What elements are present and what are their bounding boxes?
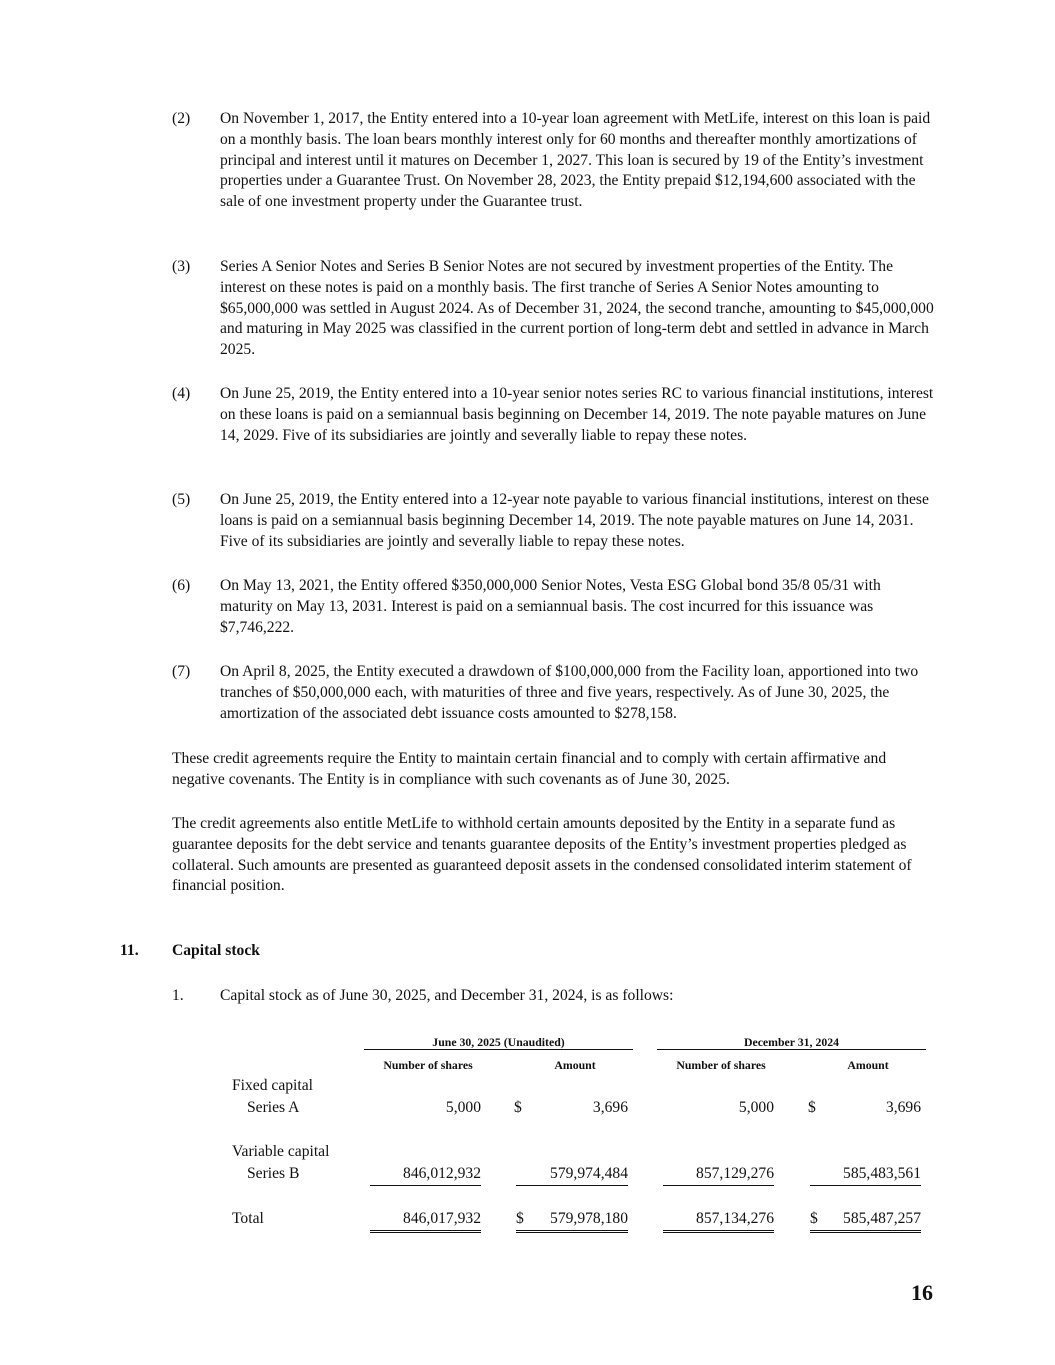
note-text: On May 13, 2021, the Entity offered $350,000,000 Senior Notes, Vesta ESG Global bond 35/8 05/31 with maturity on May 13, 2031. Interest is paid on a semiannual basis. The cost incurred for this issuance was $7,746,222. bbox=[220, 577, 881, 636]
col-header-amount-2025: Amount bbox=[554, 1058, 596, 1072]
section-number: 11. bbox=[120, 942, 139, 959]
row-label-series-b: Series B bbox=[247, 1165, 300, 1182]
note-text: On November 1, 2017, the Entity entered into a 10-year loan agreement with MetLife, interest on this loan is paid on a monthly basis. The loan bears monthly interest only for 60 months and thereafter monthly amortizations of principal and interest until it matures on December 1, 2027. This loan is secured by 19 of the Entity’s investment properties under a Guarantee Trust. On November 28, 2023, the Entity prepaid $12,194,600 associated with the sale of one investment property under the Guarantee trust. bbox=[220, 110, 931, 211]
currency-symbol: $ bbox=[514, 1099, 522, 1116]
cell-series-b-amount-2025: 579,974,484 bbox=[516, 1164, 628, 1186]
note-2 bbox=[172, 109, 937, 213]
cell-total-shares-2024: 857,134,276 bbox=[663, 1209, 774, 1233]
section-title: Capital stock bbox=[172, 942, 260, 959]
currency-symbol: $ bbox=[516, 1210, 524, 1227]
cell-total-amount-2024: 585,487,257 bbox=[843, 1210, 921, 1227]
subsection-number: 1. bbox=[172, 987, 184, 1004]
cell-total-amount-2024-wrap bbox=[810, 1209, 921, 1233]
row-label-fixed-capital: Fixed capital bbox=[232, 1077, 313, 1094]
currency-symbol: $ bbox=[808, 1099, 816, 1116]
row-label-total: Total bbox=[232, 1210, 264, 1227]
cell-series-b-shares-2025: 846,012,932 bbox=[370, 1164, 481, 1186]
note-number: (5) bbox=[172, 491, 191, 508]
cell-series-a-shares-2024: 5,000 bbox=[738, 1099, 774, 1116]
note-number: (4) bbox=[172, 385, 191, 402]
note-3 bbox=[172, 257, 937, 361]
currency-symbol: $ bbox=[810, 1210, 818, 1227]
group-header-dec-2024: December 31, 2024 bbox=[657, 1035, 926, 1050]
note-text: Series A Senior Notes and Series B Senior Notes are not secured by investment properties of the Entity. The interest on these notes is paid on a monthly basis. The first tranche of Series A Senior Notes amounting to $65,000,000 was settled in August 2024. As of December 31, 2024, the second tranche, amounting to $45,000,000 and maturing in May 2025 was classified in the current portion of long-term debt and settled in advance in March 2025. bbox=[220, 258, 934, 359]
cell-series-a-amount-2024: 3,696 bbox=[885, 1099, 921, 1116]
page-number: 16 bbox=[911, 1280, 933, 1305]
cell-series-a-shares-2025: 5,000 bbox=[445, 1099, 481, 1116]
metlife-deposits-paragraph: The credit agreements also entitle MetLife to withhold certain amounts deposited by the Entity in a separate fund as guarantee deposits for the debt service and tenants guarantee deposits of the Entity’s investment properties pledged as collateral. Such amounts are presented as guaranteed deposit assets in the condensed consolidated interim statement of financial position. bbox=[172, 815, 912, 895]
group-header-june-2025: June 30, 2025 (Unaudited) bbox=[364, 1035, 633, 1050]
cell-series-b-amount-2024: 585,483,561 bbox=[810, 1164, 921, 1186]
note-number: (3) bbox=[172, 258, 191, 275]
col-header-shares-2025: Number of shares bbox=[383, 1058, 473, 1072]
note-7 bbox=[172, 662, 937, 724]
cell-series-a-amount-2025: 3,696 bbox=[592, 1099, 628, 1116]
note-6 bbox=[172, 576, 937, 638]
note-number: (2) bbox=[172, 110, 191, 127]
cell-series-b-shares-2024: 857,129,276 bbox=[663, 1164, 774, 1186]
note-5 bbox=[172, 490, 937, 552]
note-text: On June 25, 2019, the Entity entered into a 10-year senior notes series RC to various financial institutions, interest on these loans is paid on a semiannual basis beginning on December 14, 2019. The note payable matures on June 14, 2029. Five of its subsidiaries are jointly and severally liable to repay these notes. bbox=[220, 385, 934, 444]
cell-total-shares-2025: 846,017,932 bbox=[370, 1209, 481, 1233]
note-number: (6) bbox=[172, 577, 191, 594]
row-label-variable-capital: Variable capital bbox=[232, 1143, 330, 1160]
cell-total-amount-2025-wrap bbox=[516, 1209, 628, 1233]
row-label-series-a: Series A bbox=[247, 1099, 300, 1116]
covenants-paragraph: These credit agreements require the Entity to maintain certain financial and to comply with certain affirmative and negative covenants. The Entity is in compliance with such covenants as of June 30, 2025. bbox=[172, 750, 887, 788]
note-4 bbox=[172, 384, 937, 446]
note-number: (7) bbox=[172, 663, 191, 680]
cell-total-amount-2025: 579,978,180 bbox=[550, 1210, 628, 1227]
col-header-shares-2024: Number of shares bbox=[676, 1058, 766, 1072]
col-header-amount-2024: Amount bbox=[847, 1058, 889, 1072]
subsection-text: Capital stock as of June 30, 2025, and December 31, 2024, is as follows: bbox=[220, 987, 674, 1004]
note-text: On June 25, 2019, the Entity entered into a 12-year note payable to various financial institutions, interest on these loans is paid on a semiannual basis beginning December 14, 2019. The note payable matures on June 14, 2031. Five of its subsidiaries are jointly and severally liable to repay these notes. bbox=[220, 491, 929, 550]
note-text: On April 8, 2025, the Entity executed a drawdown of $100,000,000 from the Facility loan, apportioned into two tranches of $50,000,000 each, with maturities of three and five years, respectively. As of June 30, 2025, the amortization of the associated debt issuance costs amounted to $278,158. bbox=[220, 663, 919, 722]
